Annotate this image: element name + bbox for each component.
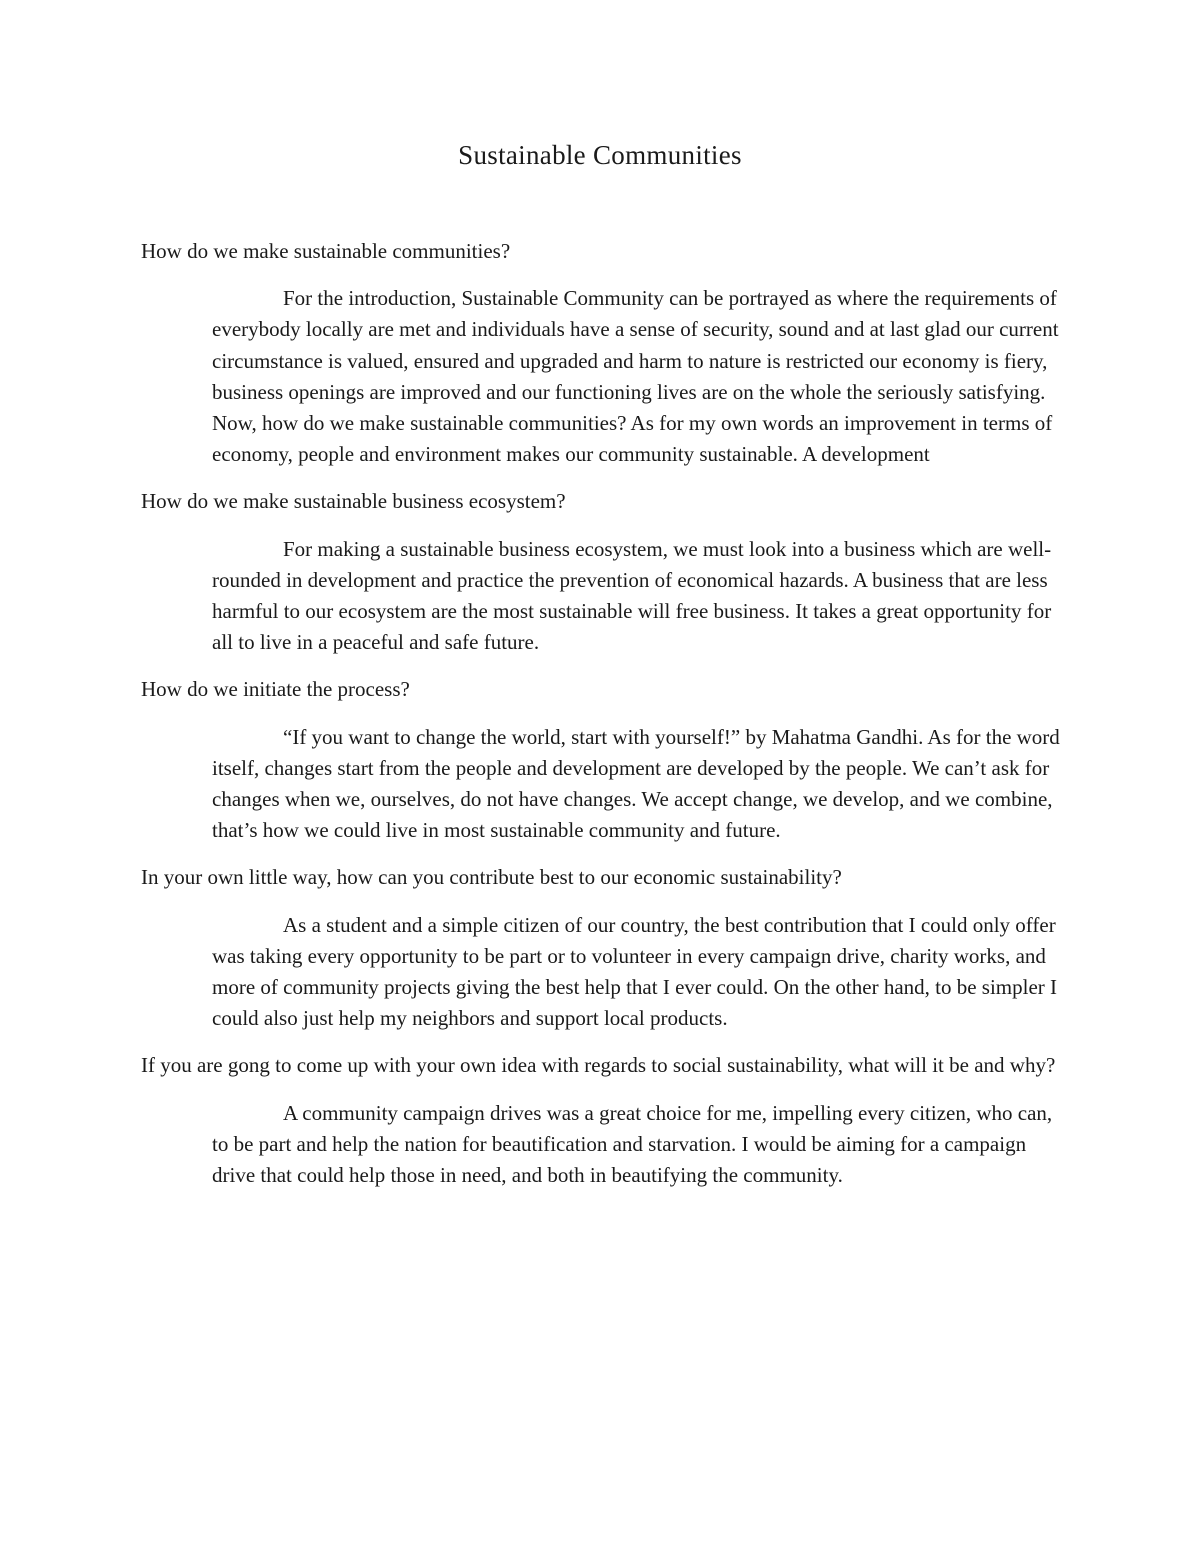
question-heading: How do we make sustainable communities? [141, 239, 511, 263]
answer-paragraph: A community campaign drives was a great choice for me, impelling every citizen, who can, to be part and help the nation for beautification and starvation. I would be aiming for a campaign drive that could help those in need, and both in beautifying the community. [212, 1100, 1053, 1188]
document-body [141, 236, 1071, 1207]
section-3 [141, 674, 1071, 846]
question-heading: How do we initiate the process? [141, 677, 410, 702]
answer-paragraph: As a student and a simple citizen of our country, the best contribution that I could only offer was taking every opportunity to be part or to volunteer in every campaign drive, charity works, and more of community projects giving the best help that I ever could. On the other hand, to be simpler I could also just help my neighbors and support local products. [212, 912, 1058, 1031]
section-1 [141, 236, 1071, 470]
question-heading: If you are gong to come up with your own idea with regards to social sustainability, what will it be and why? [141, 1053, 1056, 1078]
answer-paragraph: “If you want to change the world, start with yourself!” by Mahatma Gandhi. As for the word itself, changes start from the people and development are developed by the people. We can’t ask for changes when we, ourselves, do not have changes. We accept change, we develop, and we combine, that’s how we could live in most sustainable community and future. [212, 724, 1060, 843]
answer-paragraph: For making a sustainable business ecosystem, we must look into a business which are well-rounded in development and practice the prevention of economical hazards. A business that are less harmful to our ecosystem are the most sustainable will free business. It takes a great opportunity for all to live in a peaceful and safe future. [212, 536, 1052, 655]
section-4 [141, 862, 1071, 1034]
document-title: Sustainable Communities [458, 140, 742, 170]
section-2 [141, 486, 1071, 658]
section-5 [141, 1050, 1071, 1191]
question-heading: How do we make sustainable business ecosystem? [141, 489, 566, 514]
question-heading: In your own little way, how can you contribute best to our economic sustainability? [141, 865, 842, 890]
answer-paragraph: For the introduction, Sustainable Community can be portrayed as where the requirements of everybody locally are met and individuals have a sense of security, sound and at last glad our current circumstance is valued, ensured and upgraded and harm to nature is restricted our economy is fiery, business openings are improved and our functioning lives are on the whole the seriously satisfying. Now, how do we make sustainable communities? As for my own words an improvement in terms of economy, people and environment makes our community sustainable. A development [212, 286, 1059, 467]
